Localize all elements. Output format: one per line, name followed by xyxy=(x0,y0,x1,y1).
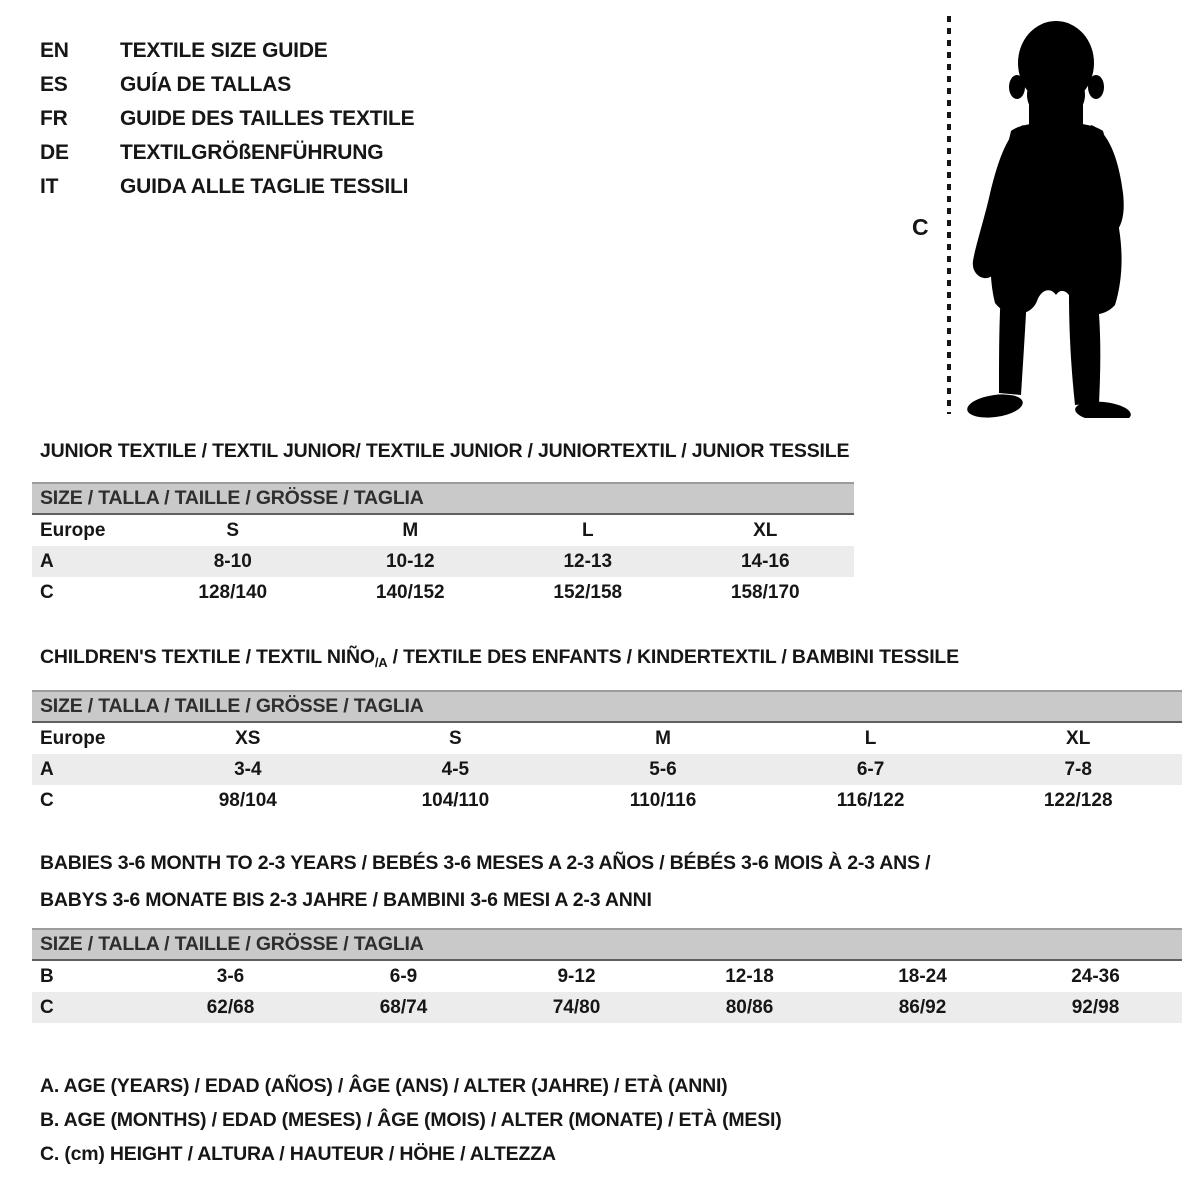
language-code: DE xyxy=(40,141,69,164)
row-label: C xyxy=(40,582,54,603)
language-code: FR xyxy=(40,107,68,130)
table-cell: 8-10 xyxy=(213,551,252,572)
table-row xyxy=(32,515,854,546)
language-title: TEXTILGRÖßENFÜHRUNG xyxy=(120,141,384,164)
language-code: EN xyxy=(40,39,69,62)
table-cell: L xyxy=(581,520,594,541)
language-title-list xyxy=(40,34,414,204)
table-cell: 98/104 xyxy=(218,790,277,811)
table-cell: XL xyxy=(753,520,778,541)
table-cell: 6-7 xyxy=(856,759,885,780)
table-cell: 10-12 xyxy=(385,551,435,572)
row-label: C xyxy=(40,790,54,811)
language-title: GUÍA DE TALLAS xyxy=(120,73,292,96)
size-header-bar: SIZE / TALLA / TAILLE / GRÖSSE / TAGLIA xyxy=(32,482,854,515)
babies-size-table xyxy=(32,928,1182,1023)
table-cell: 92/98 xyxy=(1071,997,1120,1018)
language-title: GUIDA ALLE TAGLIE TESSILI xyxy=(120,175,409,198)
language-row xyxy=(40,170,414,204)
measure-legend xyxy=(40,1069,782,1171)
language-title: GUIDE DES TAILLES TEXTILE xyxy=(120,107,415,130)
children-section-heading xyxy=(40,644,959,676)
table-cell: 3-4 xyxy=(234,759,262,780)
table-cell: 62/68 xyxy=(206,997,255,1018)
table-cell: 9-12 xyxy=(557,966,596,987)
table-cell: M xyxy=(402,520,419,541)
height-measure-dotted-line xyxy=(947,16,951,414)
row-label: A xyxy=(40,759,54,780)
height-measure-label: C xyxy=(912,214,929,240)
row-label: Europe xyxy=(40,520,106,541)
language-row xyxy=(40,34,414,68)
table-cell: 3-6 xyxy=(216,966,245,987)
language-code: IT xyxy=(40,175,59,198)
table-cell: 4-5 xyxy=(441,759,470,780)
language-code: ES xyxy=(40,73,68,96)
children-size-table xyxy=(32,690,1182,816)
table-cell: XL xyxy=(1066,728,1091,749)
size-header-bar: SIZE / TALLA / TAILLE / GRÖSSE / TAGLIA xyxy=(32,690,1182,723)
table-row xyxy=(32,546,854,577)
language-row xyxy=(40,68,414,102)
junior-section-heading: JUNIOR TEXTILE / TEXTIL JUNIOR/ TEXTILE JUNIOR / JUNIORTEXTIL / JUNIOR TESSILE xyxy=(40,440,850,462)
junior-size-table xyxy=(32,482,854,608)
table-cell: 7-8 xyxy=(1064,759,1092,780)
babies-table-body xyxy=(32,961,1182,1023)
children-table-body xyxy=(32,723,1182,816)
babies-heading-line1: BABIES 3-6 MONTH TO 2-3 YEARS / BEBÉS 3-6 MESES A 2-3 AÑOS / BÉBÉS 3-6 MOIS À 2-3 ANS / xyxy=(40,852,931,874)
babies-heading-line2: BABYS 3-6 MONATE BIS 2-3 JAHRE / BAMBINI 3-6 MESI A 2-3 ANNI xyxy=(40,889,652,911)
toddler-silhouette xyxy=(963,13,1138,418)
language-row xyxy=(40,136,414,170)
table-cell: 86/92 xyxy=(898,997,947,1018)
table-cell: 6-9 xyxy=(389,966,418,987)
table-cell: 68/74 xyxy=(379,997,428,1018)
children-heading-sub: /A xyxy=(374,655,388,670)
size-header-bar: SIZE / TALLA / TAILLE / GRÖSSE / TAGLIA xyxy=(32,928,1182,961)
table-cell: 12-18 xyxy=(725,966,774,987)
table-cell: 140/152 xyxy=(375,582,445,603)
legend-line-a: A. AGE (YEARS) / EDAD (AÑOS) / ÂGE (ANS) / ALTER (JAHRE) / ETÀ (ANNI) xyxy=(40,1075,728,1097)
table-cell: 104/110 xyxy=(421,790,490,811)
table-cell: XS xyxy=(235,728,261,749)
table-cell: 158/170 xyxy=(730,582,800,603)
row-label: C xyxy=(40,997,54,1018)
children-heading-suffix: / TEXTILE DES ENFANTS / KINDERTEXTIL / BAMBINI TESSILE xyxy=(387,646,959,668)
children-heading-prefix: CHILDREN'S TEXTILE / TEXTIL NIÑO xyxy=(40,646,375,668)
table-row xyxy=(32,992,1182,1023)
row-label: A xyxy=(40,551,54,572)
table-cell: 5-6 xyxy=(649,759,677,780)
table-cell: 128/140 xyxy=(198,582,268,603)
legend-line-b: B. AGE (MONTHS) / EDAD (MESES) / ÂGE (MOIS) / ALTER (MONATE) / ETÀ (MESI) xyxy=(40,1109,782,1131)
table-cell: 80/86 xyxy=(725,997,774,1018)
language-title: TEXTILE SIZE GUIDE xyxy=(120,39,328,62)
table-row xyxy=(32,577,854,608)
legend-line-c: C. (cm) HEIGHT / ALTURA / HAUTEUR / HÖHE / ALTEZZA xyxy=(40,1143,556,1165)
table-cell: 74/80 xyxy=(552,997,601,1018)
table-cell: 110/116 xyxy=(629,790,697,811)
table-cell: 12-13 xyxy=(563,551,613,572)
table-cell: M xyxy=(655,728,671,749)
table-cell: 14-16 xyxy=(740,551,790,572)
table-row xyxy=(32,754,1182,785)
junior-table-body xyxy=(32,515,854,608)
language-row xyxy=(40,102,414,136)
row-label: Europe xyxy=(40,728,106,749)
table-cell: 122/128 xyxy=(1043,790,1113,811)
table-cell: 152/158 xyxy=(553,582,623,603)
table-row xyxy=(32,961,1182,992)
table-cell: 116/122 xyxy=(836,790,905,811)
table-cell: L xyxy=(864,728,877,749)
babies-section-heading xyxy=(40,845,930,919)
table-row xyxy=(32,723,1182,754)
table-cell: S xyxy=(449,728,462,749)
table-cell: 18-24 xyxy=(898,966,947,987)
table-row xyxy=(32,785,1182,816)
table-cell: S xyxy=(226,520,240,541)
table-cell: 24-36 xyxy=(1071,966,1120,987)
row-label: B xyxy=(40,966,54,987)
